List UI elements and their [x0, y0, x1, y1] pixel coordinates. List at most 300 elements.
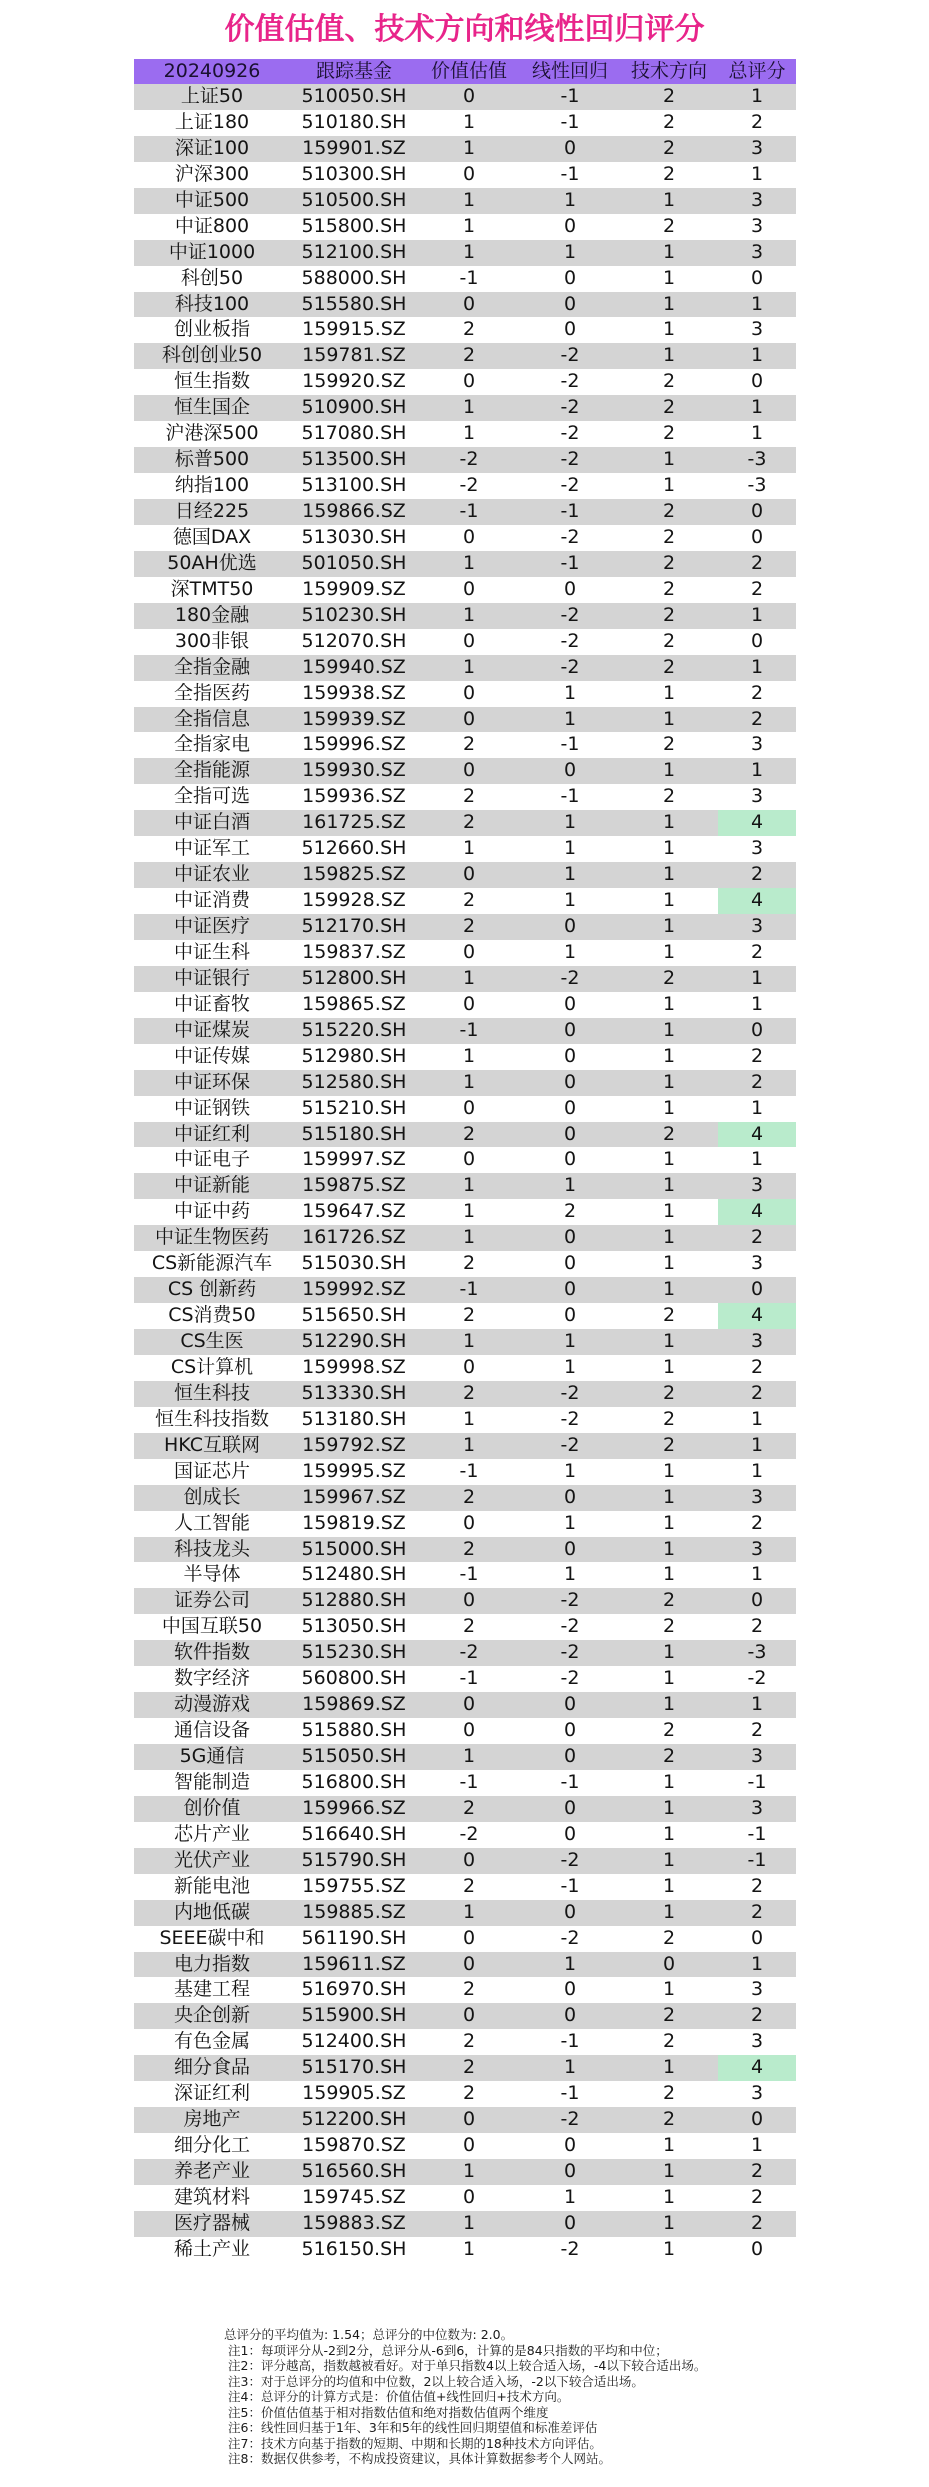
value-score-cell: 2: [418, 2029, 520, 2055]
value-score-cell: -1: [418, 1459, 520, 1485]
table-row: [134, 1977, 796, 2003]
total-score-cell: 2: [718, 1511, 796, 1537]
fund-code-cell: 561190.SH: [290, 1926, 418, 1952]
value-score-cell: 0: [418, 681, 520, 707]
fund-code-cell: 501050.SH: [290, 551, 418, 577]
table-row: [134, 629, 796, 655]
regression-score-cell: -1: [520, 551, 620, 577]
table-row: [134, 1329, 796, 1355]
table-row: [134, 266, 796, 292]
regression-score-cell: 0: [520, 758, 620, 784]
index-name-cell: 深证红利: [134, 2081, 290, 2107]
fund-code-cell: 159837.SZ: [290, 940, 418, 966]
value-score-cell: 2: [418, 732, 520, 758]
value-score-cell: 2: [418, 1251, 520, 1277]
regression-score-cell: -1: [520, 2029, 620, 2055]
value-score-cell: -1: [418, 499, 520, 525]
fund-code-cell: 159792.SZ: [290, 1433, 418, 1459]
value-score-cell: -2: [418, 1822, 520, 1848]
technical-score-cell: 1: [620, 240, 718, 266]
technical-score-cell: 1: [620, 1537, 718, 1563]
total-score-cell: 2: [718, 1070, 796, 1096]
regression-score-cell: -1: [520, 110, 620, 136]
table-row: [134, 758, 796, 784]
summary-text: 总评分的平均值为: 1.54；总评分的中位数为: 2.0。: [224, 2327, 514, 2342]
header-fund: 跟踪基金: [290, 59, 418, 84]
regression-score-cell: 0: [520, 292, 620, 318]
value-score-cell: 2: [418, 1796, 520, 1822]
value-score-cell: -2: [418, 473, 520, 499]
fund-code-cell: 159997.SZ: [290, 1147, 418, 1173]
technical-score-cell: 2: [620, 1303, 718, 1329]
index-name-cell: 深TMT50: [134, 577, 290, 603]
score-table: [134, 59, 796, 2263]
regression-score-cell: 1: [520, 1173, 620, 1199]
regression-score-cell: 0: [520, 1303, 620, 1329]
table-row: [134, 1874, 796, 1900]
technical-score-cell: 2: [620, 577, 718, 603]
total-score-cell: 3: [718, 214, 796, 240]
index-name-cell: 光伏产业: [134, 1848, 290, 1874]
value-score-cell: 2: [418, 1485, 520, 1511]
regression-score-cell: 1: [520, 810, 620, 836]
fund-code-cell: 588000.SH: [290, 266, 418, 292]
technical-score-cell: 2: [620, 214, 718, 240]
table-row: [134, 1537, 796, 1563]
regression-score-cell: 0: [520, 1718, 620, 1744]
value-score-cell: 2: [418, 1614, 520, 1640]
value-score-cell: 1: [418, 136, 520, 162]
regression-score-cell: -2: [520, 655, 620, 681]
fund-code-cell: 513050.SH: [290, 1614, 418, 1640]
fund-code-cell: 512880.SH: [290, 1588, 418, 1614]
regression-score-cell: 0: [520, 992, 620, 1018]
fund-code-cell: 510180.SH: [290, 110, 418, 136]
table-row: [134, 1848, 796, 1874]
fund-code-cell: 159939.SZ: [290, 707, 418, 733]
table-row: [134, 84, 796, 110]
total-score-cell: 1: [718, 292, 796, 318]
table-row: [134, 551, 796, 577]
index-name-cell: 全指信息: [134, 707, 290, 733]
fund-code-cell: 159869.SZ: [290, 1692, 418, 1718]
value-score-cell: 1: [418, 421, 520, 447]
index-name-cell: 180金融: [134, 603, 290, 629]
total-score-cell: -3: [718, 473, 796, 499]
technical-score-cell: 0: [620, 1952, 718, 1978]
value-score-cell: 1: [418, 836, 520, 862]
fund-code-cell: 512980.SH: [290, 1044, 418, 1070]
table-row: [134, 1952, 796, 1978]
technical-score-cell: 2: [620, 603, 718, 629]
technical-score-cell: 1: [620, 1692, 718, 1718]
index-name-cell: 科创创业50: [134, 343, 290, 369]
fund-code-cell: 159825.SZ: [290, 862, 418, 888]
total-score-cell: 1: [718, 84, 796, 110]
fund-code-cell: 512170.SH: [290, 914, 418, 940]
value-score-cell: 1: [418, 1407, 520, 1433]
technical-score-cell: 2: [620, 551, 718, 577]
fund-code-cell: 515030.SH: [290, 1251, 418, 1277]
technical-score-cell: 1: [620, 1147, 718, 1173]
index-name-cell: 芯片产业: [134, 1822, 290, 1848]
index-name-cell: 创成长: [134, 1485, 290, 1511]
regression-score-cell: 1: [520, 1562, 620, 1588]
total-score-cell: 0: [718, 1926, 796, 1952]
technical-score-cell: 1: [620, 317, 718, 343]
total-score-cell: 1: [718, 1692, 796, 1718]
regression-score-cell: 1: [520, 940, 620, 966]
technical-score-cell: 1: [620, 1044, 718, 1070]
total-score-cell: 1: [718, 758, 796, 784]
fund-code-cell: 159992.SZ: [290, 1277, 418, 1303]
table-row: [134, 2081, 796, 2107]
fund-code-cell: 512100.SH: [290, 240, 418, 266]
index-name-cell: 建筑材料: [134, 2185, 290, 2211]
index-name-cell: 德国DAX: [134, 525, 290, 551]
fund-code-cell: 159936.SZ: [290, 784, 418, 810]
index-name-cell: 软件指数: [134, 1640, 290, 1666]
table-row: [134, 732, 796, 758]
value-score-cell: 1: [418, 655, 520, 681]
total-score-cell: 2: [718, 2003, 796, 2029]
regression-score-cell: -1: [520, 499, 620, 525]
table-row: [134, 110, 796, 136]
technical-score-cell: 1: [620, 1796, 718, 1822]
value-score-cell: 2: [418, 1122, 520, 1148]
technical-score-cell: 1: [620, 1900, 718, 1926]
table-row: [134, 1718, 796, 1744]
total-score-cell: 4: [718, 1303, 796, 1329]
index-name-cell: 央企创新: [134, 2003, 290, 2029]
fund-code-cell: 510050.SH: [290, 84, 418, 110]
technical-score-cell: 1: [620, 447, 718, 473]
total-score-cell: 2: [718, 1044, 796, 1070]
value-score-cell: -1: [418, 1666, 520, 1692]
table-row: [134, 1640, 796, 1666]
regression-score-cell: 1: [520, 1355, 620, 1381]
technical-score-cell: 1: [620, 1355, 718, 1381]
technical-score-cell: 2: [620, 421, 718, 447]
table-row: [134, 836, 796, 862]
index-name-cell: CS消费50: [134, 1303, 290, 1329]
fund-code-cell: 515790.SH: [290, 1848, 418, 1874]
regression-score-cell: -2: [520, 447, 620, 473]
regression-score-cell: 0: [520, 1096, 620, 1122]
value-score-cell: 2: [418, 2081, 520, 2107]
regression-score-cell: -2: [520, 1433, 620, 1459]
total-score-cell: 3: [718, 2029, 796, 2055]
index-name-cell: 智能制造: [134, 1770, 290, 1796]
value-score-cell: 1: [418, 966, 520, 992]
value-score-cell: 2: [418, 1303, 520, 1329]
total-score-cell: 2: [718, 2211, 796, 2237]
value-score-cell: 0: [418, 862, 520, 888]
value-score-cell: -2: [418, 447, 520, 473]
regression-score-cell: -1: [520, 2081, 620, 2107]
value-score-cell: 0: [418, 940, 520, 966]
total-score-cell: 3: [718, 1977, 796, 2003]
regression-score-cell: 0: [520, 1044, 620, 1070]
table-row: [134, 473, 796, 499]
regression-score-cell: 0: [520, 1070, 620, 1096]
technical-score-cell: 2: [620, 1433, 718, 1459]
table-row: [134, 2107, 796, 2133]
fund-code-cell: 515580.SH: [290, 292, 418, 318]
note-8: 注8：数据仅供参考，不构成投资建议，具体计算数据参考个人网站。: [228, 2451, 611, 2466]
value-score-cell: 2: [418, 810, 520, 836]
value-score-cell: 1: [418, 1070, 520, 1096]
total-score-cell: 2: [718, 940, 796, 966]
index-name-cell: 沪深300: [134, 162, 290, 188]
fund-code-cell: 515880.SH: [290, 1718, 418, 1744]
total-score-cell: 2: [718, 577, 796, 603]
technical-score-cell: 2: [620, 1588, 718, 1614]
index-name-cell: 基建工程: [134, 1977, 290, 2003]
regression-score-cell: 0: [520, 1251, 620, 1277]
total-score-cell: 0: [718, 266, 796, 292]
value-score-cell: 0: [418, 1355, 520, 1381]
fund-code-cell: 159967.SZ: [290, 1485, 418, 1511]
index-name-cell: 恒生科技指数: [134, 1407, 290, 1433]
value-score-cell: -1: [418, 1018, 520, 1044]
fund-code-cell: 515170.SH: [290, 2055, 418, 2081]
total-score-cell: 0: [718, 1018, 796, 1044]
regression-score-cell: -2: [520, 2237, 620, 2263]
table-row: [134, 369, 796, 395]
fund-code-cell: 159755.SZ: [290, 1874, 418, 1900]
technical-score-cell: 1: [620, 1277, 718, 1303]
index-name-cell: CS新能源汽车: [134, 1251, 290, 1277]
total-score-cell: 1: [718, 343, 796, 369]
header-value: 价值估值: [418, 59, 520, 84]
regression-score-cell: -2: [520, 525, 620, 551]
total-score-cell: 1: [718, 421, 796, 447]
fund-code-cell: 159875.SZ: [290, 1173, 418, 1199]
technical-score-cell: 2: [620, 784, 718, 810]
fund-code-cell: 159870.SZ: [290, 2133, 418, 2159]
technical-score-cell: 1: [620, 940, 718, 966]
technical-score-cell: 1: [620, 473, 718, 499]
value-score-cell: 0: [418, 1588, 520, 1614]
regression-score-cell: -1: [520, 1770, 620, 1796]
fund-code-cell: 159885.SZ: [290, 1900, 418, 1926]
value-score-cell: -1: [418, 1562, 520, 1588]
fund-code-cell: 159966.SZ: [290, 1796, 418, 1822]
regression-score-cell: 1: [520, 681, 620, 707]
regression-score-cell: 0: [520, 1744, 620, 1770]
total-score-cell: -1: [718, 1822, 796, 1848]
fund-code-cell: 159905.SZ: [290, 2081, 418, 2107]
technical-score-cell: 2: [620, 369, 718, 395]
fund-code-cell: 159745.SZ: [290, 2185, 418, 2211]
fund-code-cell: 159928.SZ: [290, 888, 418, 914]
total-score-cell: 3: [718, 188, 796, 214]
value-score-cell: 1: [418, 1433, 520, 1459]
index-name-cell: 全指能源: [134, 758, 290, 784]
index-name-cell: 中国互联50: [134, 1614, 290, 1640]
index-name-cell: CS生医: [134, 1329, 290, 1355]
index-name-cell: 有色金属: [134, 2029, 290, 2055]
value-score-cell: 1: [418, 2211, 520, 2237]
table-row: [134, 1666, 796, 1692]
index-name-cell: 科技100: [134, 292, 290, 318]
table-row: [134, 1511, 796, 1537]
regression-score-cell: 1: [520, 2185, 620, 2211]
regression-score-cell: 1: [520, 707, 620, 733]
fund-code-cell: 159909.SZ: [290, 577, 418, 603]
total-score-cell: 2: [718, 1381, 796, 1407]
table-row: [134, 188, 796, 214]
fund-code-cell: 513500.SH: [290, 447, 418, 473]
table-body: [134, 84, 796, 2263]
total-score-cell: 2: [718, 1874, 796, 1900]
regression-score-cell: 0: [520, 1485, 620, 1511]
total-score-cell: 1: [718, 1562, 796, 1588]
value-score-cell: 2: [418, 1874, 520, 1900]
fund-code-cell: 159883.SZ: [290, 2211, 418, 2237]
total-score-cell: 3: [718, 1251, 796, 1277]
table-row: [134, 1407, 796, 1433]
index-name-cell: 养老产业: [134, 2159, 290, 2185]
value-score-cell: 1: [418, 1173, 520, 1199]
index-name-cell: HKC互联网: [134, 1433, 290, 1459]
value-score-cell: 0: [418, 292, 520, 318]
value-score-cell: 0: [418, 1096, 520, 1122]
regression-score-cell: 1: [520, 240, 620, 266]
regression-score-cell: -1: [520, 162, 620, 188]
regression-score-cell: -2: [520, 2107, 620, 2133]
fund-code-cell: 159611.SZ: [290, 1952, 418, 1978]
technical-score-cell: 2: [620, 655, 718, 681]
regression-score-cell: 0: [520, 2159, 620, 2185]
index-name-cell: 纳指100: [134, 473, 290, 499]
technical-score-cell: 1: [620, 2211, 718, 2237]
table-row: [134, 162, 796, 188]
regression-score-cell: 0: [520, 2133, 620, 2159]
regression-score-cell: -2: [520, 395, 620, 421]
table-row: [134, 292, 796, 318]
value-score-cell: 2: [418, 343, 520, 369]
index-name-cell: 通信设备: [134, 1718, 290, 1744]
table-row: [134, 343, 796, 369]
total-score-cell: 3: [718, 836, 796, 862]
table-row: [134, 421, 796, 447]
technical-score-cell: 1: [620, 1874, 718, 1900]
value-score-cell: 2: [418, 317, 520, 343]
technical-score-cell: 2: [620, 499, 718, 525]
fund-code-cell: 515650.SH: [290, 1303, 418, 1329]
index-name-cell: 中证中药: [134, 1199, 290, 1225]
technical-score-cell: 2: [620, 1381, 718, 1407]
index-name-cell: 中证消费: [134, 888, 290, 914]
index-name-cell: SEEE碳中和: [134, 1926, 290, 1952]
regression-score-cell: 0: [520, 1122, 620, 1148]
index-name-cell: 中证500: [134, 188, 290, 214]
fund-code-cell: 516150.SH: [290, 2237, 418, 2263]
total-score-cell: 4: [718, 1122, 796, 1148]
fund-code-cell: 515800.SH: [290, 214, 418, 240]
value-score-cell: 2: [418, 784, 520, 810]
fund-code-cell: 159940.SZ: [290, 655, 418, 681]
total-score-cell: 1: [718, 1147, 796, 1173]
total-score-cell: 3: [718, 1537, 796, 1563]
table-row: [134, 862, 796, 888]
regression-score-cell: 0: [520, 1796, 620, 1822]
index-name-cell: 中证环保: [134, 1070, 290, 1096]
regression-score-cell: 1: [520, 1511, 620, 1537]
technical-score-cell: 1: [620, 681, 718, 707]
technical-score-cell: 2: [620, 966, 718, 992]
regression-score-cell: 1: [520, 836, 620, 862]
technical-score-cell: 2: [620, 1122, 718, 1148]
value-score-cell: 0: [418, 1952, 520, 1978]
index-name-cell: 动漫游戏: [134, 1692, 290, 1718]
regression-score-cell: -2: [520, 1381, 620, 1407]
total-score-cell: -3: [718, 1640, 796, 1666]
fund-code-cell: 159938.SZ: [290, 681, 418, 707]
value-score-cell: 1: [418, 2237, 520, 2263]
fund-code-cell: 516640.SH: [290, 1822, 418, 1848]
fund-code-cell: 159998.SZ: [290, 1355, 418, 1381]
fund-code-cell: 513330.SH: [290, 1381, 418, 1407]
table-row: [134, 1122, 796, 1148]
index-name-cell: 科技龙头: [134, 1537, 290, 1563]
table-row: [134, 940, 796, 966]
total-score-cell: 1: [718, 395, 796, 421]
index-name-cell: 50AH优选: [134, 551, 290, 577]
index-name-cell: 房地产: [134, 2107, 290, 2133]
fund-code-cell: 159647.SZ: [290, 1199, 418, 1225]
value-score-cell: 1: [418, 1329, 520, 1355]
table-row: [134, 1926, 796, 1952]
fund-code-cell: 512480.SH: [290, 1562, 418, 1588]
index-name-cell: 中证医疗: [134, 914, 290, 940]
value-score-cell: 1: [418, 2159, 520, 2185]
technical-score-cell: 1: [620, 992, 718, 1018]
technical-score-cell: 2: [620, 2081, 718, 2107]
regression-score-cell: -2: [520, 1848, 620, 1874]
regression-score-cell: 1: [520, 188, 620, 214]
table-row: [134, 2211, 796, 2237]
technical-score-cell: 1: [620, 1822, 718, 1848]
table-header-row: [134, 59, 796, 84]
regression-score-cell: -2: [520, 629, 620, 655]
total-score-cell: 3: [718, 2081, 796, 2107]
index-name-cell: 深证100: [134, 136, 290, 162]
technical-score-cell: 1: [620, 1173, 718, 1199]
regression-score-cell: -2: [520, 1666, 620, 1692]
table-row: [134, 1225, 796, 1251]
total-score-cell: 4: [718, 888, 796, 914]
regression-score-cell: 0: [520, 577, 620, 603]
fund-code-cell: 513100.SH: [290, 473, 418, 499]
regression-score-cell: 0: [520, 1225, 620, 1251]
regression-score-cell: 0: [520, 2003, 620, 2029]
regression-score-cell: -1: [520, 1874, 620, 1900]
total-score-cell: 0: [718, 525, 796, 551]
total-score-cell: 3: [718, 240, 796, 266]
technical-score-cell: 1: [620, 188, 718, 214]
header-regression: 线性回归: [520, 59, 620, 84]
regression-score-cell: 0: [520, 1537, 620, 1563]
value-score-cell: -1: [418, 1277, 520, 1303]
technical-score-cell: 1: [620, 758, 718, 784]
technical-score-cell: 2: [620, 84, 718, 110]
total-score-cell: 0: [718, 2237, 796, 2263]
regression-score-cell: 0: [520, 1018, 620, 1044]
total-score-cell: 2: [718, 1614, 796, 1640]
